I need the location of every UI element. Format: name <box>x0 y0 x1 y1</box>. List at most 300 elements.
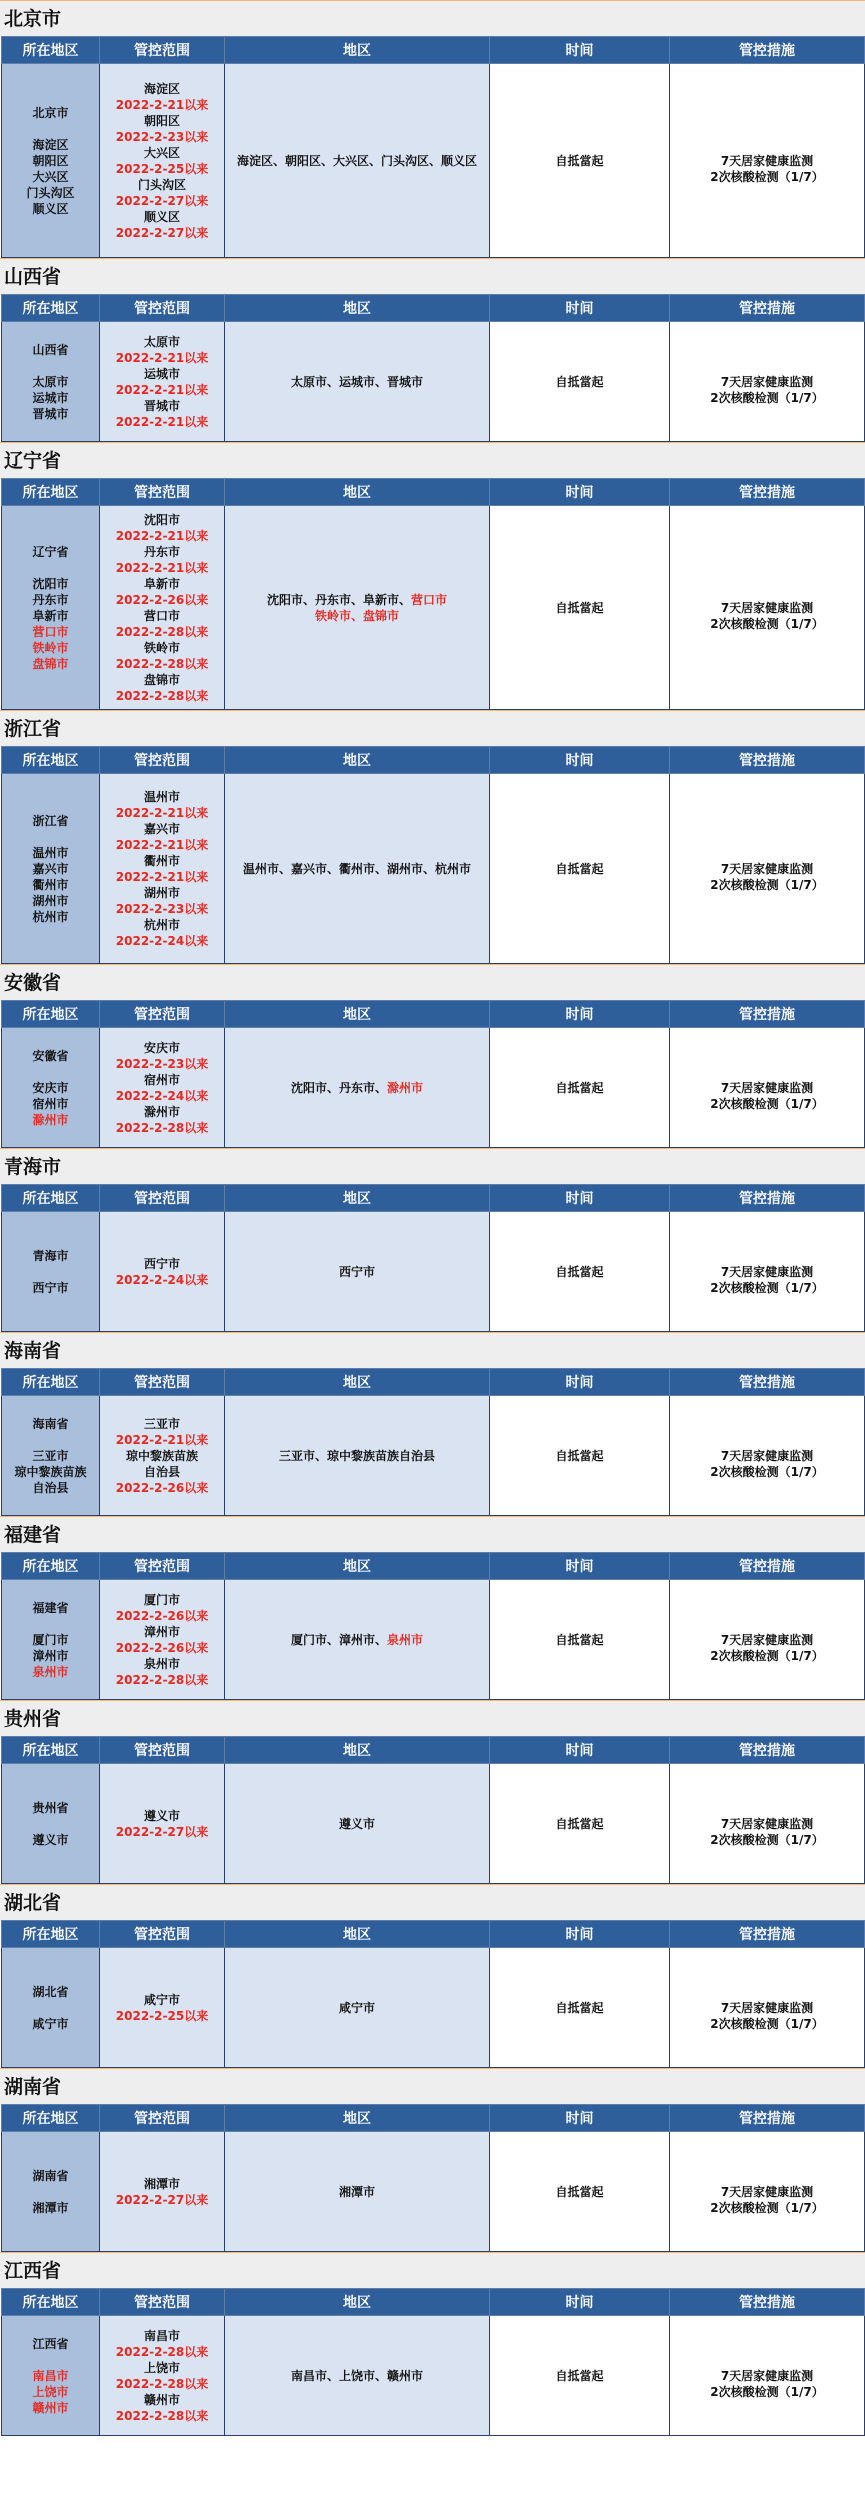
control-table <box>1 1736 865 1884</box>
header-area: 地区 <box>225 295 490 322</box>
header-scope: 管控范围 <box>100 2105 225 2132</box>
header-area: 地区 <box>225 1185 490 1212</box>
scope-line: 上饶市 <box>143 2360 180 2375</box>
province-section <box>0 0 865 258</box>
scope-line: 铁岭市 <box>143 640 180 655</box>
time-cell: 自抵當起 <box>490 1396 670 1516</box>
table-row <box>2 1764 865 1884</box>
location-line: 湖州市 <box>32 893 69 908</box>
scope-line: 2022-2-28以来 <box>115 1120 209 1135</box>
scope-line: 衢州市 <box>143 853 180 868</box>
location-line: 太原市 <box>32 374 69 389</box>
location-line: 赣州市 <box>32 2400 69 2415</box>
scope-line: 赣州市 <box>143 2392 180 2407</box>
spacer <box>672 358 862 374</box>
header-location: 所在地区 <box>2 1921 100 1948</box>
area-cell <box>225 1028 490 1148</box>
location-line: 杭州市 <box>32 909 69 924</box>
header-location: 所在地区 <box>2 295 100 322</box>
table-row <box>2 1580 865 1700</box>
location-cell <box>2 774 100 964</box>
spacer <box>4 1264 97 1280</box>
location-line: 琼中黎族苗族 <box>14 1464 87 1479</box>
header-scope: 管控范围 <box>100 37 225 64</box>
location-line: 湖北省 <box>32 1984 69 1999</box>
table-row <box>2 2316 865 2436</box>
measure-line: 2次核酸检测（1/7） <box>710 877 824 892</box>
table-row <box>2 1212 865 1332</box>
scope-line: 滁州市 <box>143 1104 180 1119</box>
area-cell <box>225 322 490 442</box>
scope-line: 2022-2-24以来 <box>115 1272 209 1287</box>
control-table <box>1 2104 865 2252</box>
header-scope: 管控范围 <box>100 479 225 506</box>
scope-line: 咸宁市 <box>143 1992 180 2007</box>
header-time: 时间 <box>490 295 670 322</box>
time-cell: 自抵當起 <box>490 774 670 964</box>
header-area: 地区 <box>225 479 490 506</box>
scope-line: 海淀区 <box>143 81 180 96</box>
scope-line: 2022-2-26以来 <box>115 1480 209 1495</box>
scope-cell <box>100 2316 225 2436</box>
measure-line: 2次核酸检测（1/7） <box>710 616 824 631</box>
scope-line: 泉州市 <box>143 1656 180 1671</box>
province-section <box>0 2252 865 2436</box>
measure-line: 7天居家健康监测 <box>720 153 814 168</box>
table-row <box>2 2132 865 2252</box>
table-header-row <box>2 1001 865 1028</box>
location-cell <box>2 2132 100 2252</box>
location-line: 上饶市 <box>32 2384 69 2399</box>
header-time: 时间 <box>490 37 670 64</box>
scope-line: 大兴区 <box>143 145 180 160</box>
table-header-row <box>2 1369 865 1396</box>
header-time: 时间 <box>490 1369 670 1396</box>
location-line: 丹东市 <box>32 592 69 607</box>
spacer <box>4 2352 97 2368</box>
scope-cell <box>100 506 225 710</box>
location-line: 辽宁省 <box>32 544 69 559</box>
location-line: 青海市 <box>32 1248 69 1263</box>
province-section <box>0 1332 865 1516</box>
table-header-row <box>2 295 865 322</box>
province-title: 湖南省 <box>0 2068 865 2104</box>
measure-line: 2次核酸检测（1/7） <box>710 2200 824 2215</box>
spacer <box>672 2352 862 2368</box>
area-cell <box>225 2316 490 2436</box>
area-cell <box>225 506 490 710</box>
location-cell <box>2 1580 100 1700</box>
province-title: 北京市 <box>0 0 865 36</box>
header-area: 地区 <box>225 747 490 774</box>
table-header-row <box>2 479 865 506</box>
scope-line: 晋城市 <box>143 398 180 413</box>
header-area: 地区 <box>225 1001 490 1028</box>
scope-line: 2022-2-21以来 <box>115 560 209 575</box>
scope-line: 2022-2-23以来 <box>115 1056 209 1071</box>
table-header-row <box>2 2105 865 2132</box>
location-line: 安徽省 <box>32 1048 69 1063</box>
header-measure: 管控措施 <box>670 1185 865 1212</box>
area-cell <box>225 774 490 964</box>
scope-line: 西宁市 <box>143 1256 180 1271</box>
scope-line: 2022-2-28以来 <box>115 2344 209 2359</box>
area-cell <box>225 1212 490 1332</box>
spacer <box>4 358 97 374</box>
control-table <box>1 36 865 258</box>
location-line: 海淀区 <box>32 137 69 152</box>
header-location: 所在地区 <box>2 1185 100 1212</box>
area-text: 三亚市、琼中黎族苗族自治县 <box>278 1448 435 1463</box>
spacer <box>4 1816 97 1832</box>
scope-line: 杭州市 <box>143 917 180 932</box>
measure-line: 7天居家健康监测 <box>720 374 814 389</box>
scope-line: 丹东市 <box>143 544 180 559</box>
time-cell: 自抵當起 <box>490 2316 670 2436</box>
measure-line: 2次核酸检测（1/7） <box>710 1096 824 1111</box>
spacer <box>4 829 97 845</box>
control-table <box>1 746 865 964</box>
scope-line: 南昌市 <box>143 2328 180 2343</box>
scope-line: 2022-2-26以来 <box>115 1608 209 1623</box>
area-text: 太原市、运城市、晋城市 <box>290 374 423 389</box>
header-scope: 管控范围 <box>100 2289 225 2316</box>
header-scope: 管控范围 <box>100 1001 225 1028</box>
area-cell <box>225 1396 490 1516</box>
header-measure: 管控措施 <box>670 37 865 64</box>
location-cell <box>2 64 100 258</box>
scope-line: 宿州市 <box>143 1072 180 1087</box>
area-text: 营口市 <box>411 592 448 607</box>
location-line: 厦门市 <box>32 1632 69 1647</box>
area-text: 南昌市、上饶市、赣州市 <box>290 2368 423 2383</box>
measure-cell <box>670 1948 865 2068</box>
spacer <box>4 1616 97 1632</box>
scope-line: 2022-2-24以来 <box>115 1088 209 1103</box>
area-text: 遵义市 <box>338 1816 375 1831</box>
province-title: 海南省 <box>0 1332 865 1368</box>
header-location: 所在地区 <box>2 37 100 64</box>
location-line: 遵义市 <box>32 1832 69 1847</box>
header-area: 地区 <box>225 1553 490 1580</box>
control-table <box>1 478 865 710</box>
province-section <box>0 442 865 710</box>
table-row <box>2 1948 865 2068</box>
area-text: 湘潭市 <box>338 2184 375 2199</box>
location-cell <box>2 1948 100 2068</box>
location-line: 浙江省 <box>32 813 69 828</box>
header-time: 时间 <box>490 1553 670 1580</box>
spacer <box>672 1616 862 1632</box>
location-line: 晋城市 <box>32 406 69 421</box>
scope-line: 2022-2-28以来 <box>115 2408 209 2423</box>
spacer <box>672 137 862 153</box>
scope-line: 2022-2-28以来 <box>115 2376 209 2391</box>
scope-line: 盘锦市 <box>143 672 180 687</box>
scope-line: 顺义区 <box>143 209 180 224</box>
location-line: 温州市 <box>32 845 69 860</box>
spacer <box>672 1432 862 1448</box>
scope-line: 2022-2-21以来 <box>115 1432 209 1447</box>
header-measure: 管控措施 <box>670 1921 865 1948</box>
scope-line: 琼中黎族苗族 <box>125 1448 198 1463</box>
measure-line: 2次核酸检测（1/7） <box>710 1832 824 1847</box>
header-measure: 管控措施 <box>670 1369 865 1396</box>
province-title: 湖北省 <box>0 1884 865 1920</box>
area-text: 西宁市 <box>338 1264 375 1279</box>
measure-line: 2次核酸检测（1/7） <box>710 2384 824 2399</box>
table-header-row <box>2 747 865 774</box>
location-line: 铁岭市 <box>32 640 69 655</box>
scope-line: 2022-2-26以来 <box>115 592 209 607</box>
header-area: 地区 <box>225 1921 490 1948</box>
province-section <box>0 258 865 442</box>
time-cell: 自抵當起 <box>490 2132 670 2252</box>
header-scope: 管控范围 <box>100 1737 225 1764</box>
control-table <box>1 1920 865 2068</box>
table-row <box>2 322 865 442</box>
spacer <box>672 584 862 600</box>
province-section <box>0 1516 865 1700</box>
measure-line: 2次核酸检测（1/7） <box>710 1280 824 1295</box>
control-table <box>1 1000 865 1148</box>
location-line: 南昌市 <box>32 2368 69 2383</box>
scope-line: 漳州市 <box>143 1624 180 1639</box>
province-title: 贵州省 <box>0 1700 865 1736</box>
measure-line: 2次核酸检测（1/7） <box>710 1464 824 1479</box>
province-title: 山西省 <box>0 258 865 294</box>
measure-cell <box>670 2132 865 2252</box>
spacer <box>672 1800 862 1816</box>
measure-line: 2次核酸检测（1/7） <box>710 390 824 405</box>
location-line: 江西省 <box>32 2336 69 2351</box>
header-area: 地区 <box>225 1369 490 1396</box>
scope-cell <box>100 1948 225 2068</box>
location-line: 北京市 <box>32 105 69 120</box>
spacer <box>672 2168 862 2184</box>
scope-line: 2022-2-27以来 <box>115 193 209 208</box>
scope-line: 2022-2-21以来 <box>115 382 209 397</box>
scope-line: 2022-2-28以来 <box>115 656 209 671</box>
area-cell <box>225 64 490 258</box>
location-line: 贵州省 <box>32 1800 69 1815</box>
scope-line: 嘉兴市 <box>143 821 180 836</box>
header-location: 所在地区 <box>2 747 100 774</box>
scope-line: 营口市 <box>143 608 180 623</box>
spacer <box>4 1432 97 1448</box>
measure-line: 7天居家健康监测 <box>720 2000 814 2015</box>
location-line: 朝阳区 <box>32 153 69 168</box>
measure-line: 7天居家健康监测 <box>720 861 814 876</box>
scope-line: 太原市 <box>143 334 180 349</box>
spacer <box>4 560 97 576</box>
scope-line: 2022-2-21以来 <box>115 869 209 884</box>
scope-line: 朝阳区 <box>143 113 180 128</box>
header-time: 时间 <box>490 2289 670 2316</box>
spacer <box>672 1248 862 1264</box>
header-measure: 管控措施 <box>670 295 865 322</box>
measure-cell <box>670 64 865 258</box>
spacer <box>672 1984 862 2000</box>
location-line: 三亚市 <box>32 1448 69 1463</box>
location-line: 衢州市 <box>32 877 69 892</box>
location-cell <box>2 2316 100 2436</box>
scope-line: 2022-2-27以来 <box>115 2192 209 2207</box>
measure-cell <box>670 1396 865 1516</box>
province-title: 浙江省 <box>0 710 865 746</box>
time-cell: 自抵當起 <box>490 1580 670 1700</box>
province-section <box>0 1884 865 2068</box>
scope-line: 湘潭市 <box>143 2176 180 2191</box>
location-line: 山西省 <box>32 342 69 357</box>
province-section <box>0 2068 865 2252</box>
header-area: 地区 <box>225 2105 490 2132</box>
scope-line: 2022-2-28以来 <box>115 688 209 703</box>
location-line: 湘潭市 <box>32 2200 69 2215</box>
time-cell: 自抵當起 <box>490 322 670 442</box>
spacer <box>4 121 97 137</box>
location-line: 嘉兴市 <box>32 861 69 876</box>
location-line: 湖南省 <box>32 2168 69 2183</box>
scope-line: 2022-2-28以来 <box>115 1672 209 1687</box>
header-measure: 管控措施 <box>670 1553 865 1580</box>
location-line: 咸宁市 <box>32 2016 69 2031</box>
header-location: 所在地区 <box>2 1369 100 1396</box>
table-row <box>2 64 865 258</box>
spacer <box>672 1064 862 1080</box>
header-scope: 管控范围 <box>100 295 225 322</box>
header-scope: 管控范围 <box>100 1185 225 1212</box>
location-line: 门头沟区 <box>26 185 75 200</box>
location-line: 福建省 <box>32 1600 69 1615</box>
scope-line: 温州市 <box>143 789 180 804</box>
location-line: 盘锦市 <box>32 656 69 671</box>
measure-line: 7天居家健康监测 <box>720 2368 814 2383</box>
header-time: 时间 <box>490 1001 670 1028</box>
header-scope: 管控范围 <box>100 1921 225 1948</box>
table-row <box>2 1396 865 1516</box>
measure-line: 7天居家健康监测 <box>720 600 814 615</box>
area-cell <box>225 1580 490 1700</box>
measure-line: 2次核酸检测（1/7） <box>710 169 824 184</box>
header-location: 所在地区 <box>2 2105 100 2132</box>
location-cell <box>2 1028 100 1148</box>
header-location: 所在地区 <box>2 1001 100 1028</box>
control-table <box>1 294 865 442</box>
province-section <box>0 1700 865 1884</box>
header-area: 地区 <box>225 2289 490 2316</box>
scope-line: 2022-2-25以来 <box>115 2008 209 2023</box>
scope-cell <box>100 1764 225 1884</box>
area-text: 温州市、嘉兴市、衢州市、湖州市、杭州市 <box>242 861 471 876</box>
header-area: 地区 <box>225 37 490 64</box>
time-cell: 自抵當起 <box>490 1212 670 1332</box>
area-text: 沈阳市、丹东市、 <box>290 1080 387 1095</box>
scope-line: 2022-2-21以来 <box>115 350 209 365</box>
province-title: 江西省 <box>0 2252 865 2288</box>
time-cell: 自抵當起 <box>490 506 670 710</box>
scope-line: 三亚市 <box>143 1416 180 1431</box>
spacer <box>672 845 862 861</box>
table-header-row <box>2 1737 865 1764</box>
time-cell: 自抵當起 <box>490 1028 670 1148</box>
location-line: 大兴区 <box>32 169 69 184</box>
scope-line: 2022-2-23以来 <box>115 901 209 916</box>
measure-cell <box>670 1764 865 1884</box>
location-line: 顺义区 <box>32 201 69 216</box>
measure-cell <box>670 1212 865 1332</box>
area-cell <box>225 1948 490 2068</box>
location-line: 滁州市 <box>32 1112 69 1127</box>
area-text: 泉州市 <box>387 1632 424 1647</box>
location-cell <box>2 322 100 442</box>
measure-cell <box>670 2316 865 2436</box>
scope-cell <box>100 774 225 964</box>
province-section <box>0 964 865 1148</box>
header-scope: 管控范围 <box>100 747 225 774</box>
header-measure: 管控措施 <box>670 2289 865 2316</box>
measure-cell <box>670 322 865 442</box>
header-time: 时间 <box>490 747 670 774</box>
time-cell: 自抵當起 <box>490 1764 670 1884</box>
scope-line: 2022-2-28以来 <box>115 624 209 639</box>
province-title: 青海市 <box>0 1148 865 1184</box>
area-text: 海淀区、朝阳区、大兴区、门头沟区、顺义区 <box>236 153 477 168</box>
scope-line: 2022-2-21以来 <box>115 837 209 852</box>
header-time: 时间 <box>490 2105 670 2132</box>
control-table <box>1 1368 865 1516</box>
scope-cell <box>100 1396 225 1516</box>
scope-line: 阜新市 <box>143 576 180 591</box>
table-header-row <box>2 37 865 64</box>
scope-line: 运城市 <box>143 366 180 381</box>
scope-line: 遵义市 <box>143 1808 180 1823</box>
scope-line: 2022-2-27以来 <box>115 1824 209 1839</box>
area-text: 厦门市、漳州市、 <box>290 1632 387 1647</box>
province-title: 安徽省 <box>0 964 865 1000</box>
spacer <box>4 2000 97 2016</box>
table-header-row <box>2 2289 865 2316</box>
measure-line: 7天居家健康监测 <box>720 1448 814 1463</box>
location-line: 宿州市 <box>32 1096 69 1111</box>
control-table <box>1 1184 865 1332</box>
table-row <box>2 506 865 710</box>
scope-line: 2022-2-25以来 <box>115 161 209 176</box>
scope-cell <box>100 2132 225 2252</box>
scope-line: 安庆市 <box>143 1040 180 1055</box>
header-area: 地区 <box>225 1737 490 1764</box>
location-line: 阜新市 <box>32 608 69 623</box>
measure-cell <box>670 506 865 710</box>
location-cell <box>2 1764 100 1884</box>
scope-line: 2022-2-27以来 <box>115 225 209 240</box>
header-time: 时间 <box>490 479 670 506</box>
area-cell <box>225 1764 490 1884</box>
area-text: 滁州市 <box>387 1080 424 1095</box>
scope-cell <box>100 1580 225 1700</box>
location-line: 自治县 <box>32 1480 69 1495</box>
header-measure: 管控措施 <box>670 2105 865 2132</box>
header-time: 时间 <box>490 1921 670 1948</box>
header-location: 所在地区 <box>2 2289 100 2316</box>
measure-cell <box>670 1580 865 1700</box>
location-line: 营口市 <box>32 624 69 639</box>
measure-line: 7天居家健康监测 <box>720 1816 814 1831</box>
scope-line: 2022-2-26以来 <box>115 1640 209 1655</box>
scope-line: 自治县 <box>143 1464 180 1479</box>
province-title: 福建省 <box>0 1516 865 1552</box>
area-text: 沈阳市、丹东市、阜新市、 <box>266 592 411 607</box>
